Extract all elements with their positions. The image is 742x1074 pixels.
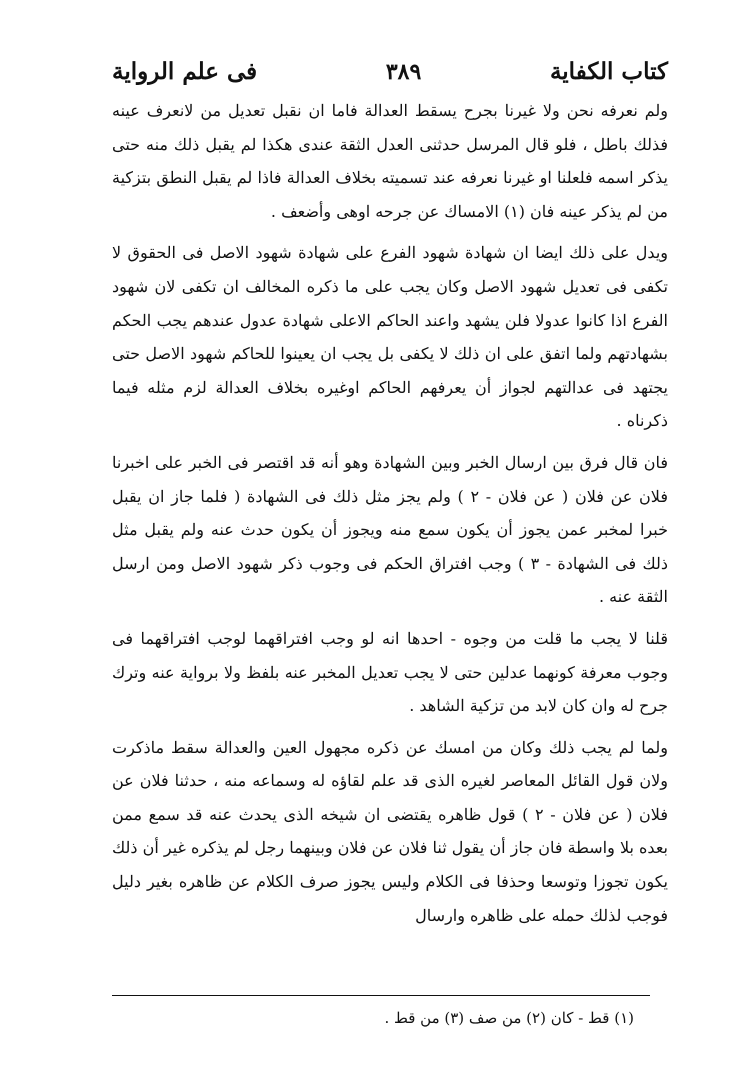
footnote: (١) قط - كان (٢) من صف (٣) من قط . (384, 1009, 634, 1027)
paragraph: ويدل على ذلك ايضا ان شهادة شهود الفرع على شهادة شهود الاصل فى الحقوق لا تكفى فى تعديل شهود الاصل وكان يجب على ما ذكره المخالف ان تكفى لان شهود الفرع اذا كانوا عدولا فلن يشهد واعند الحاكم الاعلى شهادة عدول عندهم يجب الحكم بشهادتهم ولما اتفق على ان ذلك لا يكفى بل يجب ان يعينوا للحاكم شهود الاصل حتى يجتهد فى عدالتهم لجواز أن يعرفهم الحاكم اوغيره بخلاف العدالة لزم مثله فيما ذكرناه . (112, 243, 669, 431)
paragraph: قلنا لا يجب ما قلت من وجوه - احدها انه لو وجب افتراقهما لوجب افتراقهما فى وجوب معرفة كونهما عدلين حتى لا يجب تعديل المخبر عنه بلفظ ولا برواية عنه وترك جرح له وان كان لابد من تزكية الشاهد . (112, 628, 669, 716)
paragraph: فان قال فرق بين ارسال الخبر وبين الشهادة وهو أنه قد اقتصر فى الخبر على اخبرنا فلان عن فلان ( عن فلان - ٢ ) ولم يجز مثل ذلك فى الشهادة ( فلما جاز ان يقبل خبرا لمخبر عمن يجوز أن يكون سمع منه ويجوز أن يكون حدث عنه ولم يقبل مثل ذلك فى الشهادة - ٣ ) وجب افتراق الحكم فى وجوب ذكر شهود الاصل ومن ارسل الثقة عنه . (112, 452, 668, 607)
header-section-title: فى علم الرواية (112, 58, 258, 85)
paragraph: ولم نعرفه نحن ولا غيرنا بجرح يسقط العدالة فاما ان نقبل تعديل من لانعرف عينه فذلك باطل ، فلو قال المرسل حدثنى العدل الثقة عندى هكذا لم يقبل ذلك منه حتى يذكر اسمه فلعلنا او غيرنا نعرفه عند تسميته بخلاف العدالة فاذا لم يقبل النطق بتزكية من لم يذكر عينه فان (١) الامساك عن جرحه اوهى وأضعف . (112, 101, 668, 221)
header-book-title: كتاب الكفاية (549, 58, 668, 85)
paragraph: ولما لم يجب ذلك وكان من امسك عن ذكره مجهول العين والعدالة سقط ماذكرت ولان قول القائل المعاصر لغيره الذى قد علم لقاؤه له وسماعه منه ، حدثنا فلان عن فلان ( عن فلان - ٢ ) قول ظاهره يقتضى ان شيخه الذى يحدث عنه قد سمع ممن بعده بلا واسطة فان جاز أن يقول ثنا فلان عن فلان وبينهما رجل لم يذكره غير أن ذلك يكون تجوزا وتوسعا وحذفا فى الكلام وليس يجوز صرف الكلام عن ظاهره بغير دليل فوجب لذلك حمله على ظاهره وارسال (112, 737, 668, 925)
running-header (112, 58, 668, 94)
footnote-divider (112, 995, 650, 996)
body-text (112, 94, 668, 932)
page-number: ٣٨٩ (385, 59, 422, 85)
